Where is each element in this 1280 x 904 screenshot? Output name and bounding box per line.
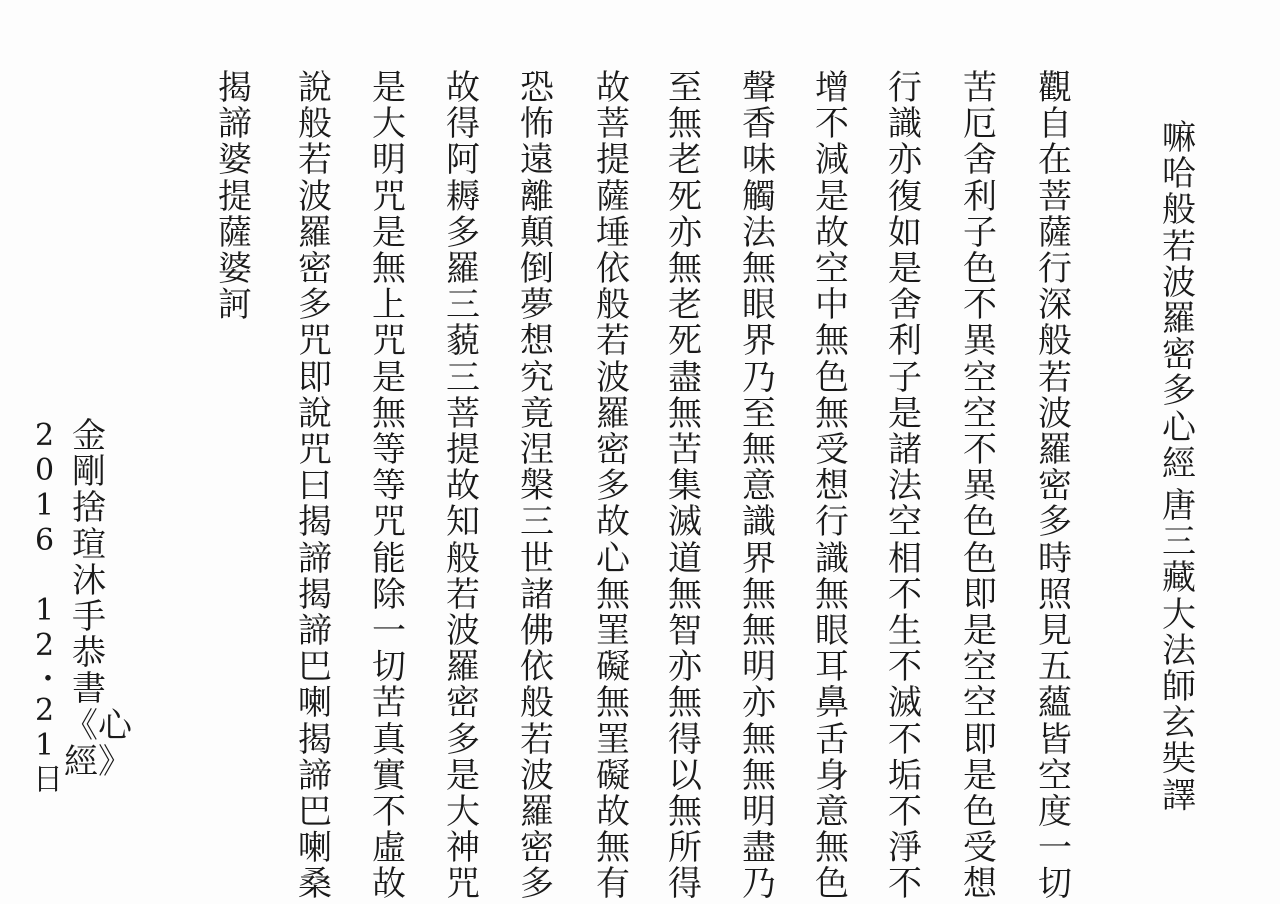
translator-credit: 唐三藏大法師玄奘譯 (1162, 486, 1196, 816)
date-inscription: 2016 12・21日 (27, 418, 62, 793)
sutra-line: 恐怖遠離顛倒夢想究竟涅槃三世諸佛依般若波羅密多 (520, 68, 554, 904)
signature: 金剛捨瑄 沐手恭書 《心經》 (64, 416, 132, 782)
sutra-line: 至無老死亦無老死盡無苦集滅道無智亦無得以無所得 (668, 68, 702, 904)
sutra-line: 聲香味觸法無眼界乃至無意識界無無明亦無無明盡乃 (742, 68, 776, 904)
sutra-line: 苦厄舍利子色不異空空不異色色即是空空即是色受想 (963, 68, 997, 904)
sutra-line: 說般若波羅密多咒即說咒曰揭諦揭諦巴喇揭諦巴喇桑 (298, 68, 332, 904)
sutra-line: 是大明咒是無上咒是無等等咒能除一切苦真實不虛故 (372, 68, 406, 904)
sutra-line: 行識亦復如是舍利子是諸法空相不生不滅不垢不淨不 (888, 68, 922, 904)
sutra-line: 故菩提薩埵依般若波羅密多故心無罣礙無罣礙故無有 (596, 68, 630, 904)
sutra-line: 揭諦婆提薩婆訶 (218, 68, 252, 326)
sutra-line: 增不減是故空中無色無受想行識無眼耳鼻舌身意無色 (815, 68, 849, 904)
sutra-title: 嘛哈般若波羅密多心經 (1162, 118, 1196, 484)
sutra-line: 觀自在菩薩行深般若波羅密多時照見五蘊皆空度一切 (1038, 68, 1072, 904)
sutra-line: 故得阿耨多羅三藐三菩提故知般若波羅密多是大神咒 (446, 68, 480, 904)
